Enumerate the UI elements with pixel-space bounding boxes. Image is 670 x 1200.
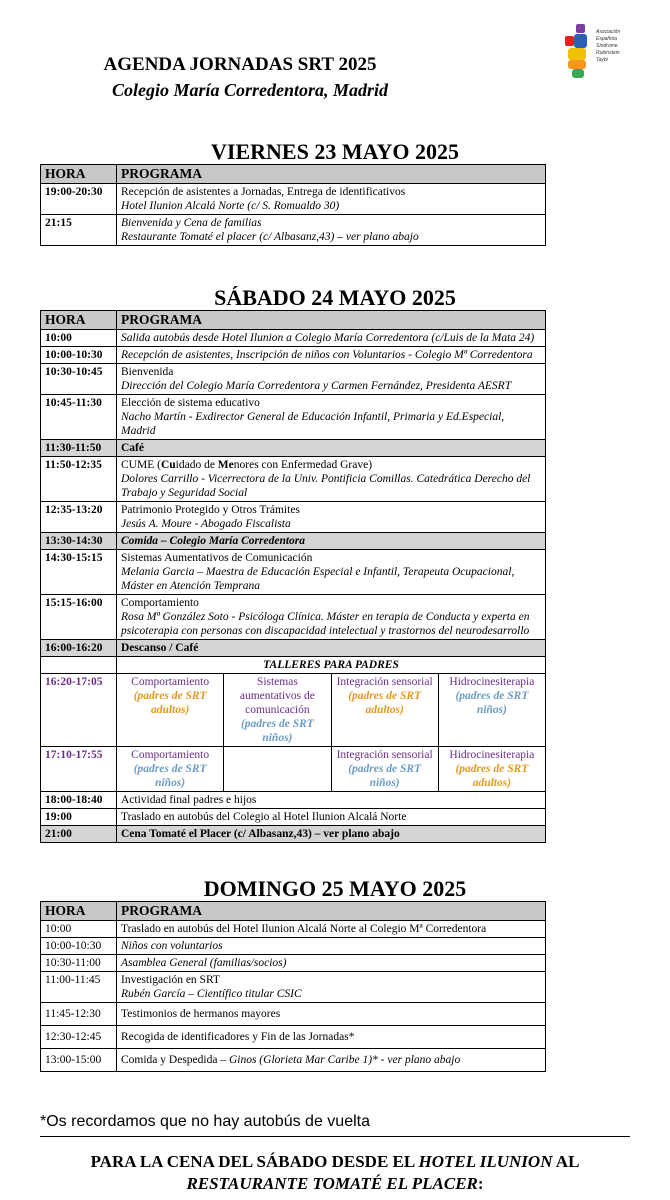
- program-detail: Nacho Martín - Exdirector General de Educación Infantil, Primaria y Ed.Especial, Madrid: [121, 411, 505, 437]
- divider: [40, 1136, 630, 1137]
- program-cell: [117, 972, 546, 1003]
- program-cell: [117, 215, 546, 246]
- table-row: [41, 440, 546, 457]
- time-cell: 10:30-11:00: [41, 955, 117, 972]
- time-cell: 16:20-17:05: [41, 674, 117, 747]
- taller-cell: Hidrocinesiterapia (padres de SRT adultos): [438, 747, 545, 792]
- hora-header: HORA: [41, 165, 117, 184]
- taller-cell: Integración sensorial (padres de SRT niños): [331, 747, 438, 792]
- taller-cell: Comportamiento (padres de SRT niños): [117, 747, 224, 792]
- table-row: [41, 826, 546, 843]
- time-cell: 13:30-14:30: [41, 533, 117, 550]
- table-row: [41, 533, 546, 550]
- table-row: [41, 921, 546, 938]
- time-cell: 13:00-15:00: [41, 1049, 117, 1072]
- program-title: Elección de sistema educativo: [121, 397, 260, 409]
- program-cell: Descanso / Café: [117, 640, 546, 657]
- program-detail: Dolores Carrillo - Vicerrectora de la Univ. Pontificia Comillas. Catedrática Derecho del Trabajo y Seguridad Social: [121, 473, 531, 499]
- program-cell: Recepción de asistentes, Inscripción de niños con Voluntarios - Colegio Mª Corredentora: [117, 347, 546, 364]
- table-row: [41, 395, 546, 440]
- time-cell: 12:35-13:20: [41, 502, 117, 533]
- logo-text-4: Rubinstein: [596, 50, 620, 56]
- table-row: [41, 1003, 546, 1026]
- taller-cell: Comportamiento (padres de SRT adultos): [117, 674, 224, 747]
- schedule-viernes: [40, 164, 546, 246]
- table-header: [41, 311, 546, 330]
- logo-text-2: Española: [596, 36, 617, 42]
- program-cell: Testimonios de hermanos mayores: [117, 1003, 546, 1026]
- logo-text-5: Taybi: [596, 57, 608, 63]
- table-header: [41, 165, 546, 184]
- table-row: [41, 364, 546, 395]
- program-cell: [117, 395, 546, 440]
- logo-text-1: Asociación: [596, 29, 621, 35]
- taller-row: [41, 674, 546, 747]
- table-row: [41, 184, 546, 215]
- time-cell: 19:00-20:30: [41, 184, 117, 215]
- taller-row: [41, 747, 546, 792]
- table-row: [41, 502, 546, 533]
- table-row: [41, 955, 546, 972]
- programa-header: PROGRAMA: [117, 165, 546, 184]
- taller-cell: Integración sensorial (padres de SRT adultos): [331, 674, 438, 747]
- time-cell: 19:00: [41, 809, 117, 826]
- time-cell: 12:30-12:45: [41, 1026, 117, 1049]
- day-title-viernes: VIERNES 23 MAYO 2025: [211, 139, 459, 164]
- bus-note: *Os recordamos que no hay autobús de vuelta: [40, 1113, 370, 1130]
- program-cell: Niños con voluntarios: [117, 938, 546, 955]
- table-row: [41, 550, 546, 595]
- program-cell: Salida autobús desde Hotel Ilunion a Colegio María Corredentora (c/Luis de la Mata 24): [117, 330, 546, 347]
- taller-cell: Hidrocinesiterapia (padres de SRT niños): [438, 674, 545, 747]
- hora-header: HORA: [41, 902, 117, 921]
- table-row: [41, 1049, 546, 1072]
- time-cell: 21:15: [41, 215, 117, 246]
- programa-header: PROGRAMA: [117, 311, 546, 330]
- day-title-domingo: DOMINGO 25 MAYO 2025: [203, 876, 467, 901]
- programa-header: PROGRAMA: [117, 902, 546, 921]
- time-cell: 21:00: [41, 826, 117, 843]
- empty-cell: [41, 657, 117, 674]
- program-cell: [117, 364, 546, 395]
- time-cell: 11:50-12:35: [41, 457, 117, 502]
- page-title: AGENDA JORNADAS SRT 2025: [103, 54, 377, 75]
- schedule-sabado: [40, 310, 546, 843]
- program-title: CUME (Cuidado de Menores con Enfermedad Grave): [121, 459, 373, 471]
- program-cell: Café: [117, 440, 546, 457]
- program-cell: Asamblea General (familias/socios): [117, 955, 546, 972]
- footer-line-1: PARA LA CENA DEL SÁBADO DESDE EL HOTEL ILUNION AL: [90, 1152, 580, 1171]
- program-cell: [117, 595, 546, 640]
- time-cell: 11:30-11:50: [41, 440, 117, 457]
- table-row: [41, 330, 546, 347]
- table-row: [41, 640, 546, 657]
- table-row: [41, 972, 546, 1003]
- program-detail: Restaurante Tomaté el placer (c/ Albasanz,43) – ver plano abajo: [121, 231, 419, 243]
- table-row: [41, 809, 546, 826]
- program-title: Investigación en SRT: [121, 974, 220, 986]
- program-cell: Traslado en autobús del Hotel Ilunion Alcalá Norte al Colegio Mª Corredentora: [117, 921, 546, 938]
- time-cell: 11:00-11:45: [41, 972, 117, 1003]
- time-cell: 10:00: [41, 330, 117, 347]
- table-row: [41, 792, 546, 809]
- time-cell: 16:00-16:20: [41, 640, 117, 657]
- time-cell: 10:45-11:30: [41, 395, 117, 440]
- hora-header: HORA: [41, 311, 117, 330]
- program-cell: Traslado en autobús del Colegio al Hotel Ilunion Alcalá Norte: [117, 809, 546, 826]
- table-row: [41, 215, 546, 246]
- program-cell: [117, 550, 546, 595]
- time-cell: 17:10-17:55: [41, 747, 117, 792]
- time-cell: 18:00-18:40: [41, 792, 117, 809]
- program-detail: Jesús A. Moure - Abogado Fiscalista: [121, 518, 291, 530]
- program-cell: Recogida de identificadores y Fin de las Jornadas*: [117, 1026, 546, 1049]
- program-cell: [117, 457, 546, 502]
- time-cell: 10:30-10:45: [41, 364, 117, 395]
- program-detail: Rubén García – Científico titular CSIC: [121, 988, 302, 1000]
- schedule-domingo: [40, 901, 546, 1072]
- program-detail: Dirección del Colegio María Corredentora y Carmen Fernández, Presidenta AESRT: [121, 380, 512, 392]
- program-title: Patrimonio Protegido y Otros Trámites: [121, 504, 300, 516]
- program-detail: Hotel Ilunion Alcalá Norte (c/ S. Romualdo 30): [121, 200, 340, 212]
- talleres-title: TALLERES PARA PADRES: [117, 657, 546, 674]
- program-title: Comportamiento: [121, 597, 199, 609]
- footer-line-2: RESTAURANTE TOMATÉ EL PLACER:: [186, 1174, 484, 1193]
- day-title-sabado: SÁBADO 24 MAYO 2025: [214, 285, 456, 310]
- program-detail: Rosa Mª González Soto - Psicóloga Clínica. Máster en terapia de Conducta y experta en psicoterapia con personas con discapacidad intelectual y trastornos del neurodesarrollo: [121, 611, 530, 637]
- table-row: [41, 595, 546, 640]
- program-cell: [117, 184, 546, 215]
- table-row: [41, 457, 546, 502]
- time-cell: 14:30-15:15: [41, 550, 117, 595]
- table-row: [41, 938, 546, 955]
- time-cell: 11:45-12:30: [41, 1003, 117, 1026]
- logo-text-3: Síndrome: [596, 43, 618, 49]
- program-cell: Comida – Colegio María Corredentora: [117, 533, 546, 550]
- program-title: Sistemas Aumentativos de Comunicación: [121, 552, 313, 564]
- program-cell: [117, 502, 546, 533]
- page-subtitle: Colegio María Corredentora, Madrid: [111, 80, 389, 100]
- taller-cell: Sistemas aumentativos de comunicación (padres de SRT niños): [224, 674, 331, 747]
- time-cell: 15:15-16:00: [41, 595, 117, 640]
- time-cell: 10:00: [41, 921, 117, 938]
- program-detail: Melania Garcia – Maestra de Educación Especial e Infantil, Terapeuta Ocupacional, Máster en Atención Temprana: [121, 566, 515, 592]
- table-row: [41, 347, 546, 364]
- program-cell: Cena Tomaté el Placer (c/ Albasanz,43) – ver plano abajo: [117, 826, 546, 843]
- table-row: [41, 1026, 546, 1049]
- time-cell: 10:00-10:30: [41, 347, 117, 364]
- program-title: Bienvenida: [121, 366, 174, 378]
- program-title: Recepción de asistentes a Jornadas, Entrega de identificativos: [121, 186, 406, 198]
- program-title: Bienvenida y Cena de familias: [121, 217, 262, 229]
- program-cell: Actividad final padres e hijos: [117, 792, 546, 809]
- time-cell: 10:00-10:30: [41, 938, 117, 955]
- association-logo-icon: [560, 22, 640, 82]
- talleres-header-row: [41, 657, 546, 674]
- program-cell: Comida y Despedida – Ginos (Glorieta Mar Caribe 1)* - ver plano abajo: [117, 1049, 546, 1072]
- table-header: [41, 902, 546, 921]
- taller-cell-empty: [224, 747, 331, 792]
